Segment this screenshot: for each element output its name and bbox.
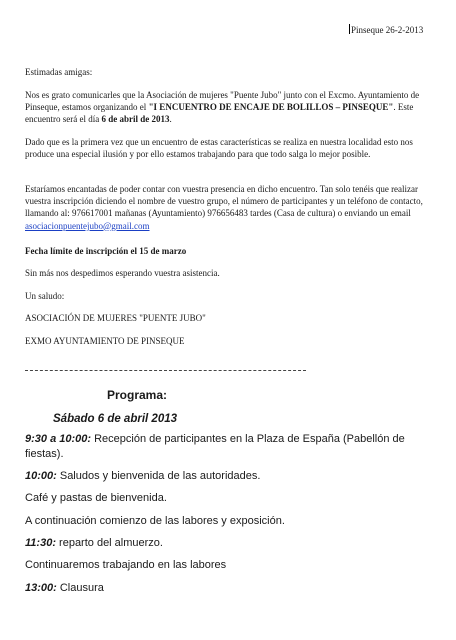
- place-date: Pinseque 26-2-2013: [351, 25, 424, 35]
- deadline: Fecha límite de inscripción el 15 de marzo: [25, 246, 187, 256]
- greeting: Estimadas amigas:: [25, 67, 93, 77]
- separator-line: [25, 370, 306, 371]
- program-item: 11:30: reparto del almuerzo.: [25, 537, 163, 549]
- program-item: 13:00: Clausura: [25, 582, 104, 594]
- closing: Sin más nos despedimos esperando vuestra asistencia.: [25, 268, 220, 278]
- paragraph-first-time: Dado que es la primera vez que un encuentro de estas características se realiza en nuestra localidad esto nos produce una especial ilusión y por ello estamos trabajando para que todo salga lo mejor posible.: [25, 137, 413, 160]
- program-item: 9:30 a 10:00: Recepción de participantes en la Plaza de España (Pabellón de fiestas).: [25, 433, 405, 460]
- program-day: Sábado 6 de abril 2013: [53, 413, 178, 425]
- program-item: Continuaremos trabajando en las labores: [25, 559, 227, 571]
- salutation: Un saludo:: [25, 291, 65, 301]
- program-item: 10:00: Saludos y bienvenida de las autoridades.: [25, 470, 261, 482]
- text-cursor: [349, 24, 350, 34]
- program-item: Café y pastas de bienvenida.: [25, 492, 167, 504]
- signature-town-hall: EXMO AYUNTAMIENTO DE PINSEQUE: [25, 336, 185, 346]
- program-title: Programa:: [107, 388, 168, 402]
- signature-association: ASOCIACIÓN DE MUJERES "PUENTE JUBO": [25, 313, 206, 323]
- program-item: A continuación comienzo de las labores y exposición.: [25, 515, 285, 527]
- email-link[interactable]: asociacionpuentejubo@gmail.com: [25, 220, 150, 231]
- paragraph-invitation: Nos es grato comunicarles que la Asociación de mujeres "Puente Jubo" junto con el Excmo. Ayuntamiento de Pinseque, estamos organizando el "I ENCUENTRO DE ENCAJE DE BOLILLOS – PINSEQUE". Este encuentro será el día 6 de abril de 2013.: [25, 90, 420, 125]
- paragraph-registration: Estaríamos encantadas de poder contar con vuestra presencia en dicho encuentro. Tan solo tenéis que realizar vuestra inscripción diciendo el nombre de vuestro grupo, el número de participantes y un teléfono de contacto, llamando al: 976617001 mañanas (Ayuntamiento) 976656483 tardes (Casa de cultura) o enviando un email asociacionpuentejubo@gmail.com: [25, 184, 423, 231]
